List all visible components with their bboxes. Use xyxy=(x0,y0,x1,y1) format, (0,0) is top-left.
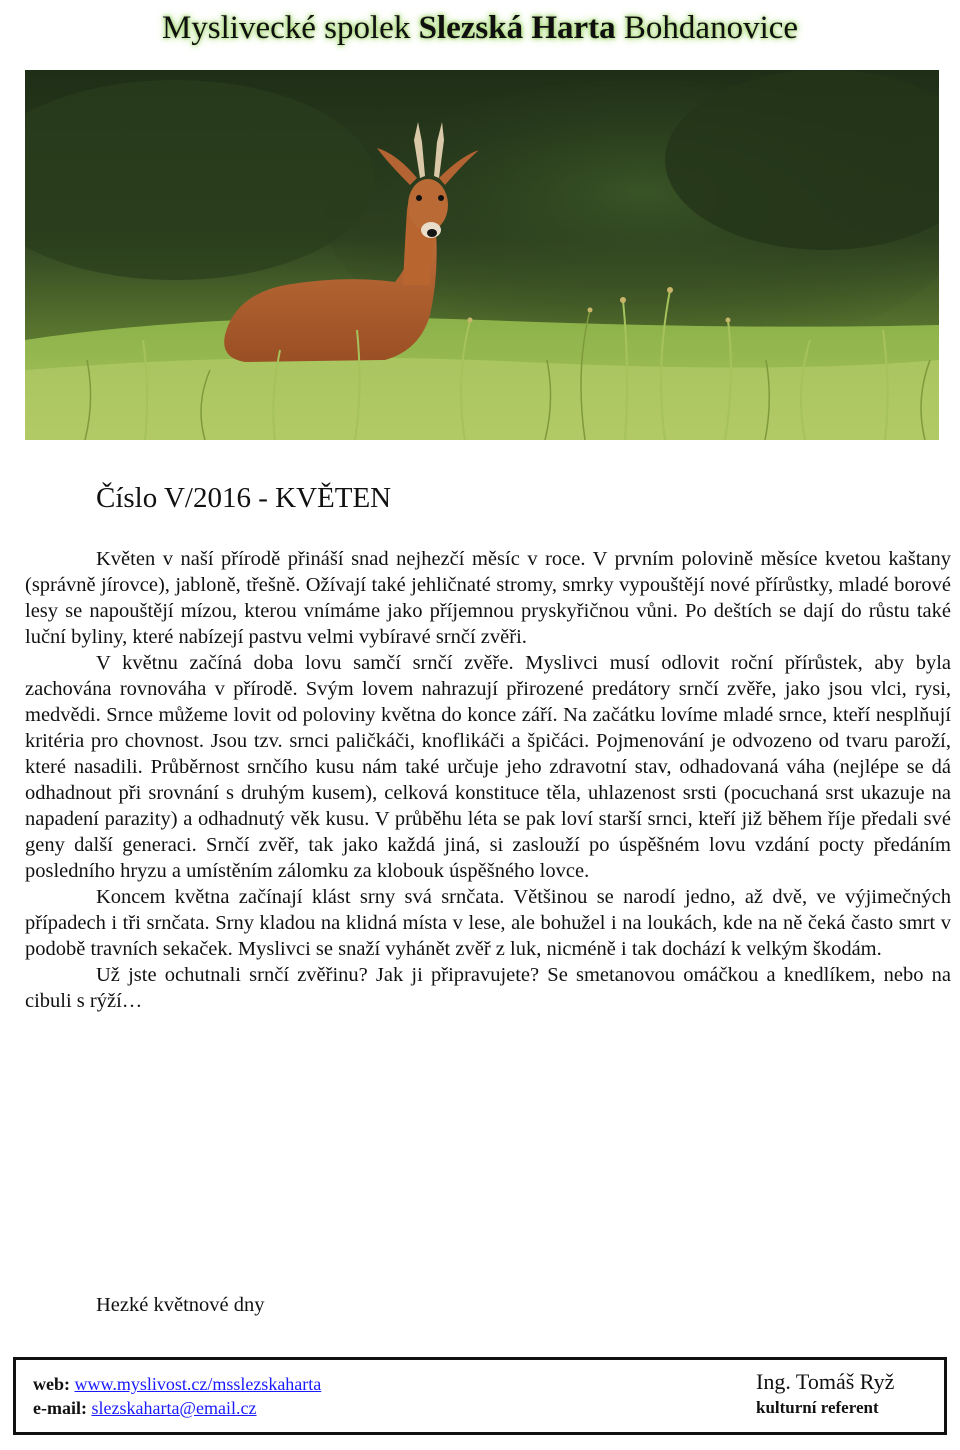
web-row xyxy=(33,1372,321,1396)
title-bold: Slezská Harta xyxy=(418,10,616,46)
article-body xyxy=(25,546,951,1014)
newsletter-title xyxy=(0,8,960,48)
issue-heading: Číslo V/2016 - KVĚTEN xyxy=(96,482,392,514)
author-block xyxy=(756,1368,894,1420)
email-link[interactable]: slezskaharta@email.cz xyxy=(91,1398,257,1418)
contact-block xyxy=(33,1372,321,1420)
title-part-2: Bohdanovice xyxy=(615,10,799,46)
email-label: e-mail: xyxy=(33,1398,92,1418)
author-name: Ing. Tomáš Ryž xyxy=(756,1369,895,1394)
footer-box xyxy=(13,1357,947,1435)
closing-greeting: Hezké květnové dny xyxy=(96,1294,265,1316)
email-row xyxy=(33,1396,321,1420)
web-link[interactable]: www.myslivost.cz/msslezskaharta xyxy=(74,1374,322,1394)
roe-deer-photo xyxy=(25,70,939,440)
title-part-1: Myslivecké spolek xyxy=(161,10,419,46)
article-paragraph: Už jste ochutnali srnčí zvěřinu? Jak ji připravujete? Se smetanovou omáčkou a knedlíkem, nebo na cibuli s rýží… xyxy=(25,964,951,1012)
article-paragraph: V květnu začíná doba lovu samčí srnčí zvěře. Myslivci musí odlovit roční přírůstek, aby byla zachována rovnováha v přírodě. Svým lovem nahrazují přirozené predátory srnčí zvěře, jako jsou vlci, rysi, medvědi. Srnce můžeme lovit od poloviny května do konce září. Na začátku lovíme mladé srnce, kteří nesplňují kritéria pro chovnost. Jsou tzv. srnci paličkáči, knoflikáči a špičáci. Pojmenování je odvozeno od tvaru paroží, které nasadili. Průběrnost srnčího kusu nám také určuje jeho zdravotní stav, odhadovaná váha (nejlépe se dá odhadnout při srovnání s druhým kusem), celková konstituce těla, uhlazenost srsti (pocuchaná srst ukazuje na napadení parazity) a odhadnutý věk kusu. V průběhu léta se pak loví starší srnci, kteří již během říje předali své geny další generaci. Srnčí zvěř, tak jako každá jiná, si zaslouží po úspěšném lovu vzdání pocty předáním posledního hryzu a umístěním zálomku za klobouk úspěšného lovce. xyxy=(25,652,951,882)
article-paragraph: Květen v naší přírodě přináší snad nejhezčí měsíc v roce. V prvním polovině měsíce kvetou kaštany (správně jírovce), jabloně, třešně. Ožívají také jehličnaté stromy, smrky vypouštějí nové přírůstky, mladé borové lesy se napouštějí mízou, kterou vnímáme jako příjemnou pryskyřičnou vůni. Po deštích se dají do růstu také luční byliny, které nabízejí pastvu velmi vybíravé srnčí zvěři. xyxy=(25,548,951,648)
author-role: kulturní referent xyxy=(756,1398,879,1417)
web-label: web: xyxy=(33,1374,75,1394)
article-paragraph: Koncem května začínají klást srny svá srnčata. Většinou se narodí jedno, až dvě, ve výjimečných případech i tři srnčata. Srny kladou na klidná místa v lese, ale bohužel i na loukách, kde na ně čeká často smrt v podobě travních sekaček. Myslivci se snaží vyhánět zvěř z luk, nicméně i tak dochází k velkým škodám. xyxy=(25,886,951,960)
